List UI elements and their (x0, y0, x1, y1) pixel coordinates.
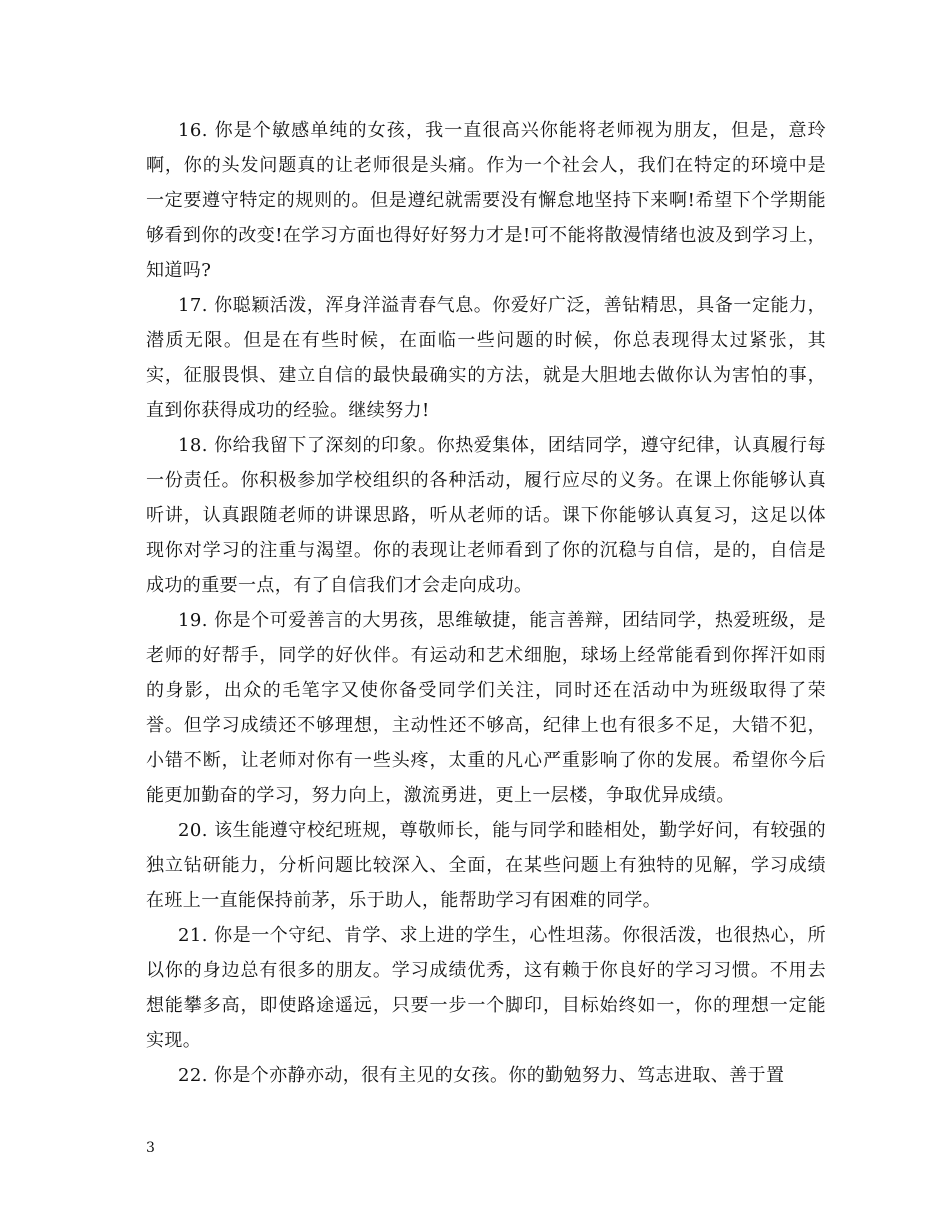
paragraph-comment-19: 19. 你是个可爱善言的大男孩，思维敏捷，能言善辩，团结同学，热爱班级，是老师的好帮手，同学的好伙伴。有运动和艺术细胞，球场上经常能看到你挥汗如雨的身影，出众的毛笔字又使你备受同学们关注，同时还在活动中为班级取得了荣誉。但学习成绩还不够理想，主动性还不够高，纪律上也有很多不足，大错不犯，小错不断，让老师对你有一些头疼，太重的凡心严重影响了你的发展。希望你今后能更加勤奋的学习，努力向上，激流勇进，更上一层楼，争取优异成绩。 (146, 610, 826, 806)
paragraph-comment-21: 21. 你是一个守纪、肯学、求上进的学生，心性坦荡。你很活泼，也很热心，所以你的身边总有很多的朋友。学习成绩优秀，这有赖于你良好的学习习惯。不用去想能攀多高，即使路途遥远，只要一步一个脚印，目标始终如一，你的理想一定能实现。 (146, 925, 826, 1051)
paragraph-comment-16: 16. 你是个敏感单纯的女孩，我一直很高兴你能将老师视为朋友，但是，意玲啊，你的头发问题真的让老师很是头痛。作为一个社会人，我们在特定的环境中是一定要遵守特定的规则的。但是遵纪就需要没有懈怠地坚持下来啊!希望下个学期能够看到你的改变!在学习方面也得好好努力才是!可不能将散漫情绪也波及到学习上，知道吗? (146, 120, 826, 281)
page-number: 3 (146, 1140, 155, 1156)
document-body (146, 113, 826, 1093)
paragraph-comment-18: 18. 你给我留下了深刻的印象。你热爱集体，团结同学，遵守纪律，认真履行每一份责任。你积极参加学校组织的各种活动，履行应尽的义务。在课上你能够认真听讲，认真跟随老师的讲课思路，听从老师的话。课下你能够认真复习，这足以体现你对学习的注重与渴望。你的表现让老师看到了你的沉稳与自信，是的，自信是成功的重要一点，有了自信我们才会走向成功。 (146, 435, 826, 596)
paragraph-comment-20: 20. 该生能遵守校纪班规，尊敬师长，能与同学和睦相处，勤学好问，有较强的独立钻研能力，分析问题比较深入、全面，在某些问题上有独特的见解，学习成绩在班上一直能保持前茅，乐于助人，能帮助学习有困难的同学。 (146, 820, 826, 911)
paragraph-comment-17: 17. 你聪颖活泼，浑身洋溢青春气息。你爱好广泛，善钻精思，具备一定能力，潜质无限。但是在有些时候，在面临一些问题的时候，你总表现得太过紧张，其实，征服畏惧、建立自信的最快最确实的方法，就是大胆地去做你认为害怕的事，直到你获得成功的经验。继续努力! (146, 295, 826, 421)
paragraph-comment-22: 22. 你是个亦静亦动，很有主见的女孩。你的勤勉努力、笃志进取、善于置 (178, 1065, 785, 1086)
